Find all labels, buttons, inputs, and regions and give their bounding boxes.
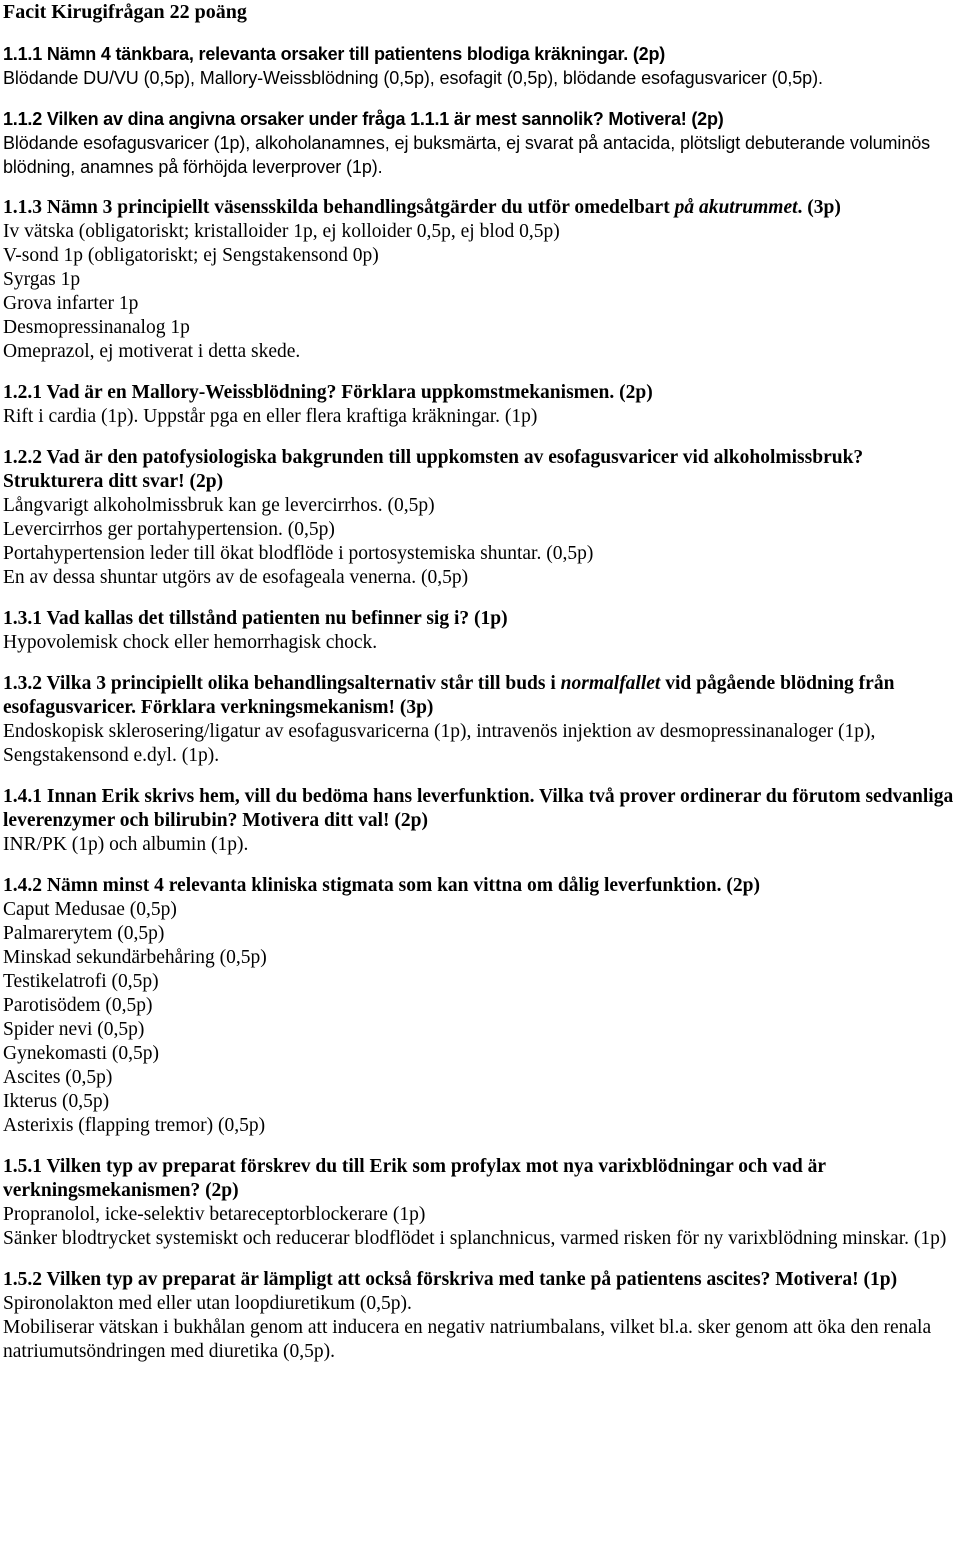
question-number: 1.2.1 xyxy=(3,382,42,403)
question-number: 1.2.2 xyxy=(3,447,42,468)
question-emphasis: normalfallet xyxy=(560,673,661,694)
answer-line: En av dessa shuntar utgörs av de esofageala venerna. (0,5p) xyxy=(3,567,469,588)
answer-line: Endoskopisk sklerosering/ligatur av esofagusvaricerna (1p), intravenös injektion av desmopressinanaloger (1p), Sengstakensond e.dyl. (1p). xyxy=(3,721,876,766)
answer-line: Grova infarter 1p xyxy=(3,293,139,314)
section-1-5-1 xyxy=(3,1155,956,1251)
question-1-5-2 xyxy=(3,1268,956,1292)
answer-line: Hypovolemisk chock eller hemorrhagisk chock. xyxy=(3,632,378,653)
question-1-1-1 xyxy=(3,42,956,66)
question-points: (2p) xyxy=(691,109,724,129)
question-number: 1.1.2 xyxy=(3,109,43,129)
section-1-1-1 xyxy=(3,42,956,90)
answer-line: Levercirrhos ger portahypertension. (0,5p) xyxy=(3,519,335,540)
question-number: 1.5.2 xyxy=(3,1269,42,1290)
question-text: Vilken av dina angivna orsaker under fråga 1.1.1 är mest sannolik? Motivera! xyxy=(46,109,687,129)
answer-line: Propranolol, icke-selektiv betareceptorblockerare (1p) xyxy=(3,1204,426,1225)
answer-line: Mobiliserar vätskan i bukhålan genom att inducera en negativ natriumbalans, vilket bl.a. sker genom att öka den renala natriumutsöndringen med diuretika (0,5p). xyxy=(3,1317,932,1362)
question-1-2-2 xyxy=(3,446,956,494)
answer-line: Omeprazol, ej motiverat i detta skede. xyxy=(3,341,301,362)
question-1-2-1 xyxy=(3,381,956,405)
question-1-1-2 xyxy=(3,107,956,131)
question-number: 1.5.1 xyxy=(3,1156,42,1177)
question-text: Vilken typ av preparat är lämpligt att också förskriva med tanke på patientens ascites? Motivera! (1p) xyxy=(46,1269,898,1290)
answer-line: Asterixis (flapping tremor) (0,5p) xyxy=(3,1115,266,1136)
answer-line: Sänker blodtrycket systemiskt och reducerar blodflödet i splanchnicus, varmed risken för ny varixblödning minskar. (1p) xyxy=(3,1228,947,1249)
section-1-4-1 xyxy=(3,785,956,857)
answer-line: Minskad sekundärbehåring (0,5p) xyxy=(3,947,267,968)
question-text: Nämn 4 tänkbara, relevanta orsaker till patientens blodiga kräkningar. (2p) xyxy=(46,44,666,64)
question-text: Vad är en Mallory-Weissblödning? Förklara uppkomstmekanismen. (2p) xyxy=(46,382,653,403)
answer-line: Syrgas 1p xyxy=(3,269,81,290)
question-text: Vad är den patofysiologiska bakgrunden till uppkomsten av esofagusvaricer vid alkoholmissbruk? Strukturera ditt svar! (2p) xyxy=(3,447,864,492)
question-text: vid pågående blödning från esofagusvaricer. Förklara verkningsmekanism! (3p) xyxy=(3,673,895,718)
section-1-4-2 xyxy=(3,874,956,1138)
section-1-3-2 xyxy=(3,672,956,768)
answer-line: Rift i cardia (1p). Uppstår pga en eller flera kraftiga kräkningar. (1p) xyxy=(3,406,538,427)
question-text: Nämn minst 4 relevanta kliniska stigmata som kan vittna om dålig leverfunktion. (2p) xyxy=(46,875,760,896)
section-1-1-2 xyxy=(3,107,956,179)
document-title: Facit Kirugifrågan 22 poäng xyxy=(3,1,247,23)
answer-line: Ascites (0,5p) xyxy=(3,1067,113,1088)
answer-1-1-1: Blödande DU/VU (0,5p), Mallory-Weissblödning (0,5p), esofagit (0,5p), blödande esofagusvaricer (0,5p). xyxy=(3,68,823,88)
answer-line: Caput Medusae (0,5p) xyxy=(3,899,177,920)
question-text: Vilken typ av preparat förskrev du till Erik som profylax mot nya varixblödningar och vad är verkningsmekanismen? (2p) xyxy=(3,1156,826,1201)
question-1-4-1 xyxy=(3,785,956,833)
answer-line: V-sond 1p (obligatoriskt; ej Sengstakensond 0p) xyxy=(3,245,379,266)
question-1-5-1 xyxy=(3,1155,956,1203)
answer-line: Parotisödem (0,5p) xyxy=(3,995,153,1016)
question-number: 1.3.2 xyxy=(3,673,42,694)
question-number: 1.1.1 xyxy=(3,44,43,64)
answer-line: Gynekomasti (0,5p) xyxy=(3,1043,159,1064)
question-text: Vad kallas det tillstånd patienten nu befinner sig i? (1p) xyxy=(46,608,508,629)
answer-line: Portahypertension leder till ökat blodflöde i portosystemiska shuntar. (0,5p) xyxy=(3,543,594,564)
question-text: Vilka 3 principiellt olika behandlingsalternativ står till buds i xyxy=(46,673,556,694)
question-1-3-1 xyxy=(3,607,956,631)
answer-line: INR/PK (1p) och albumin (1p). xyxy=(3,834,249,855)
section-1-3-1 xyxy=(3,607,956,655)
answer-line: Testikelatrofi (0,5p) xyxy=(3,971,159,992)
question-1-1-3 xyxy=(3,196,956,220)
question-text: Nämn 3 principiellt väsensskilda behandlingsåtgärder du utför omedelbart xyxy=(46,197,670,218)
question-number: 1.1.3 xyxy=(3,197,42,218)
answer-line: Palmarerytem (0,5p) xyxy=(3,923,165,944)
answer-line: Iv vätska (obligatoriskt; kristalloider 1p, ej kolloider 0,5p, ej blod 0,5p) xyxy=(3,221,560,242)
answer-line: Desmopressinanalog 1p xyxy=(3,317,190,338)
answer-line: Ikterus (0,5p) xyxy=(3,1091,110,1112)
answer-1-1-2: Blödande esofagusvaricer (1p), alkoholanamnes, ej buksmärta, ej svarat på antacida, plötsligt debuterande voluminös blödning, anamnes på förhöjda leverprover (1p). xyxy=(3,133,931,177)
section-1-2-1 xyxy=(3,381,956,429)
question-1-3-2 xyxy=(3,672,956,720)
answer-line: Spironolakton med eller utan loopdiuretikum (0,5p). xyxy=(3,1293,412,1314)
question-1-4-2 xyxy=(3,874,956,898)
section-1-2-2 xyxy=(3,446,956,590)
section-1-5-2 xyxy=(3,1268,956,1364)
answer-line: Spider nevi (0,5p) xyxy=(3,1019,145,1040)
question-text: Innan Erik skrivs hem, vill du bedöma hans leverfunktion. Vilka två prover ordinerar du förutom sedvanliga leverenzymer och bilirubin? Motivera ditt val! (2p) xyxy=(3,786,954,831)
question-number: 1.4.2 xyxy=(3,875,42,896)
section-1-1-3 xyxy=(3,196,956,364)
answer-line: Långvarigt alkoholmissbruk kan ge levercirrhos. (0,5p) xyxy=(3,495,435,516)
question-number: 1.3.1 xyxy=(3,608,42,629)
question-number: 1.4.1 xyxy=(3,786,42,807)
question-points: . (3p) xyxy=(797,197,841,218)
question-emphasis: på akutrummet xyxy=(674,197,798,218)
